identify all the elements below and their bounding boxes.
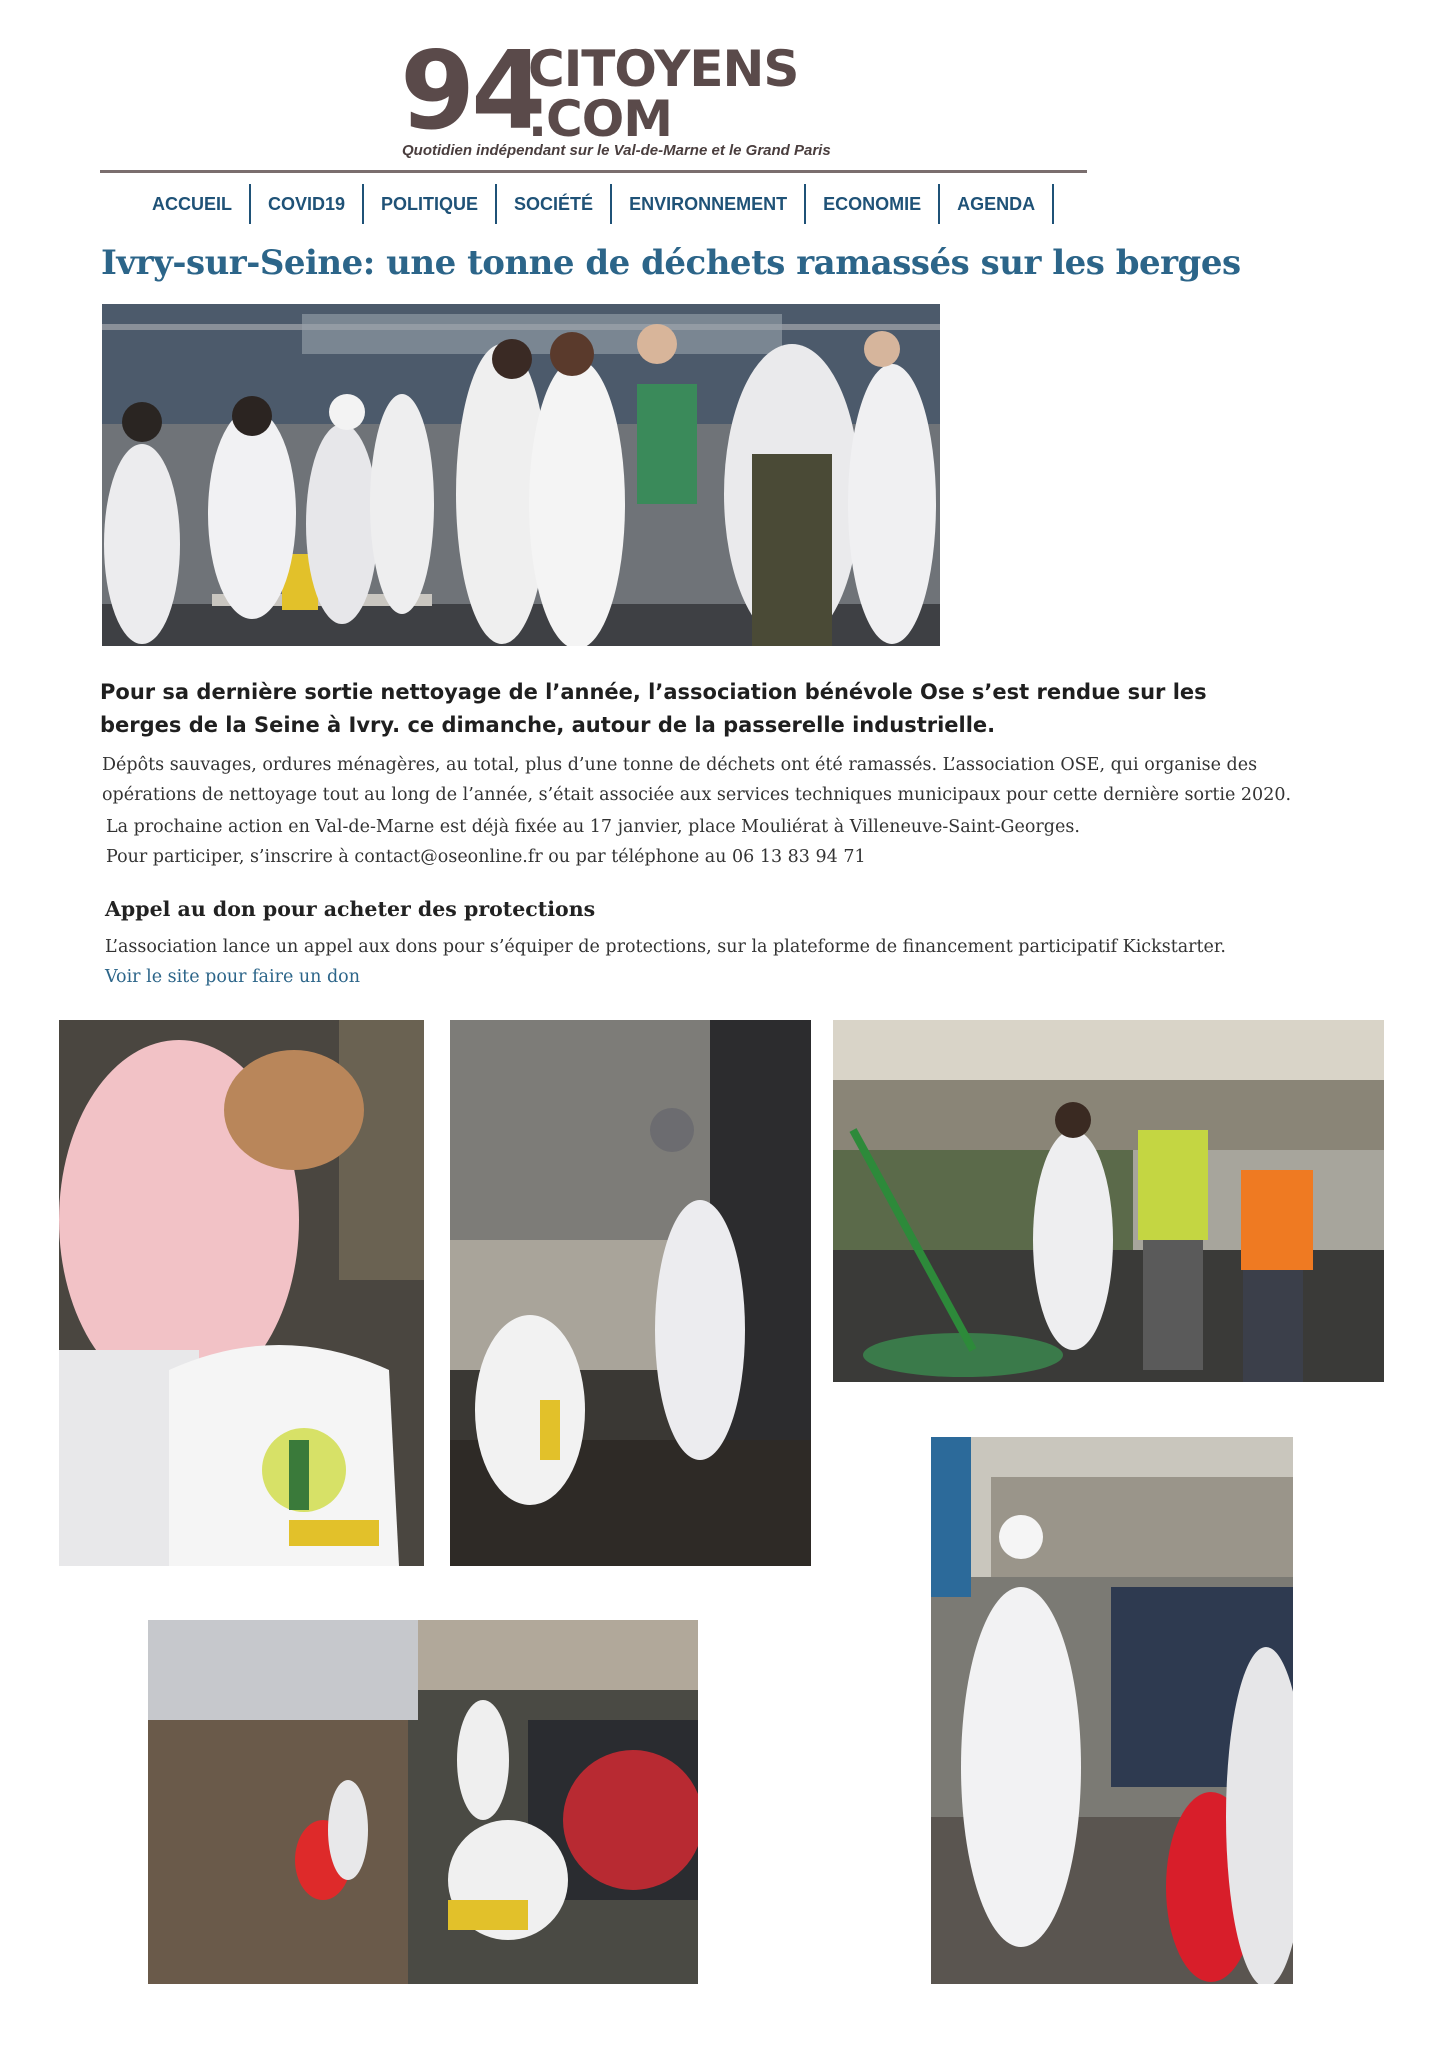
nav-item-accueil[interactable]: ACCUEIL [138, 184, 251, 224]
article-paragraph-2 [106, 812, 1406, 872]
gallery-photo-bag-closeup [59, 1020, 424, 1566]
gallery-photo-bridge-red-bag [931, 1437, 1293, 1984]
nav-item-environnement[interactable]: ENVIRONNEMENT [612, 184, 806, 224]
gallery-photo-path-cleanup [148, 1620, 698, 1984]
gallery-photo-wall-cleanup [450, 1020, 811, 1566]
paragraph-3-text: L’association lance un appel aux dons pour s’équiper de protections, sur la plateforme de financement participatif Kickstarter. [105, 937, 1226, 957]
article-lede [100, 676, 1350, 742]
nav-item-covid19[interactable]: COVID19 [251, 184, 364, 224]
logo-number: 94 [400, 29, 543, 154]
logo-tagline: Quotidien indépendant sur le Val-de-Marne et le Grand Paris [402, 142, 831, 159]
gallery-photo-street-team [833, 1020, 1384, 1382]
article-paragraph-3 [105, 932, 1405, 992]
donate-link[interactable]: Voir le site pour faire un don [105, 967, 360, 987]
article-paragraph-1 [102, 750, 1402, 810]
nav-item-politique[interactable]: POLITIQUE [364, 184, 497, 224]
nav-item-agenda[interactable]: AGENDA [940, 184, 1054, 224]
donation-subheading: Appel au don pour acheter des protections [105, 897, 596, 921]
logo-word-bottom: .COM [528, 90, 672, 148]
hero-photo [102, 304, 940, 646]
site-logo[interactable] [400, 29, 831, 164]
paragraph-2-line-1: La prochaine action en Val-de-Marne est déjà fixée au 17 janvier, place Mouliérat à Villeneuve-Saint-Georges. [106, 817, 1080, 837]
paragraph-1-line-2: opérations de nettoyage tout au long de l’année, s’était associée aux services techniques municipaux pour cette dernière sortie 2020. [102, 785, 1292, 805]
lede-line-1: Pour sa dernière sortie nettoyage de l’année, l’association bénévole Ose s’est rendue sur les [100, 680, 1207, 704]
logo-word-top: CITOYENS [528, 40, 799, 98]
main-nav [138, 182, 1054, 226]
lede-line-2: berges de la Seine à Ivry. ce dimanche, autour de la passerelle industrielle. [100, 713, 996, 737]
nav-item-societe[interactable]: SOCIÉTÉ [497, 184, 612, 224]
article-headline: Ivry-sur-Seine: une tonne de déchets ramassés sur les berges [101, 243, 1241, 283]
nav-divider [100, 170, 1087, 173]
nav-item-economie[interactable]: ECONOMIE [806, 184, 940, 224]
paragraph-1-line-1: Dépôts sauvages, ordures ménagères, au total, plus d’une tonne de déchets ont été ramassés. L’association OSE, qui organise des [102, 755, 1258, 775]
paragraph-2-line-2: Pour participer, s’inscrire à contact@oseonline.fr ou par téléphone au 06 13 83 94 71 [106, 847, 866, 867]
